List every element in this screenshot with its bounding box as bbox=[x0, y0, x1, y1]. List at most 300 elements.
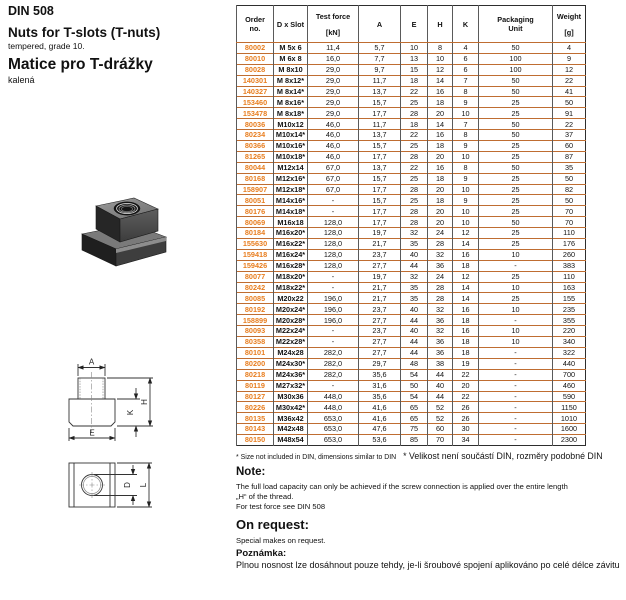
cell-a: 19,7 bbox=[359, 271, 401, 282]
cell-e: 18 bbox=[401, 119, 428, 130]
cell-test-force: 29,0 bbox=[308, 86, 359, 97]
cell-packaging: 25 bbox=[479, 239, 553, 250]
table-row bbox=[237, 97, 586, 108]
cell-packaging: 10 bbox=[479, 326, 553, 337]
cell-order: 80135 bbox=[237, 413, 274, 424]
cell-h: 18 bbox=[428, 97, 453, 108]
cell-a: 23,7 bbox=[359, 304, 401, 315]
col-header-packaging: Packaging Unit bbox=[479, 6, 553, 43]
cell-h: 28 bbox=[428, 282, 453, 293]
cell-a: 21,7 bbox=[359, 282, 401, 293]
cell-e: 65 bbox=[401, 402, 428, 413]
cell-k: 18 bbox=[453, 337, 479, 348]
cell-k: 10 bbox=[453, 217, 479, 228]
cell-size: M24x28 bbox=[274, 347, 308, 358]
t-nut-spec-table bbox=[236, 5, 586, 446]
cell-weight: 70 bbox=[553, 217, 586, 228]
cell-a: 41,6 bbox=[359, 402, 401, 413]
cell-test-force: 196,0 bbox=[308, 304, 359, 315]
cell-packaging: 50 bbox=[479, 119, 553, 130]
cell-packaging: 25 bbox=[479, 206, 553, 217]
cell-a: 13,7 bbox=[359, 86, 401, 97]
col-header-h: H bbox=[428, 6, 453, 43]
cell-k: 9 bbox=[453, 195, 479, 206]
cell-k: 7 bbox=[453, 119, 479, 130]
cell-size: M 8x12* bbox=[274, 75, 308, 86]
cell-e: 22 bbox=[401, 162, 428, 173]
cell-packaging: - bbox=[479, 435, 553, 446]
dim-label-h: H bbox=[140, 399, 149, 405]
table-row bbox=[237, 64, 586, 75]
table-row bbox=[237, 130, 586, 141]
cell-order: 80085 bbox=[237, 293, 274, 304]
cell-weight: 440 bbox=[553, 358, 586, 369]
cell-order: 140327 bbox=[237, 86, 274, 97]
cell-size: M36x42 bbox=[274, 413, 308, 424]
cell-test-force: - bbox=[308, 206, 359, 217]
cell-a: 35,6 bbox=[359, 369, 401, 380]
cell-packaging: - bbox=[479, 424, 553, 435]
table-row bbox=[237, 293, 586, 304]
cell-size: M42x48 bbox=[274, 424, 308, 435]
note-heading: Note: bbox=[236, 466, 266, 478]
table-row bbox=[237, 86, 586, 97]
cell-h: 70 bbox=[428, 435, 453, 446]
cell-order: 140301 bbox=[237, 75, 274, 86]
cell-k: 10 bbox=[453, 151, 479, 162]
cell-a: 21,7 bbox=[359, 239, 401, 250]
cell-h: 38 bbox=[428, 358, 453, 369]
cell-h: 36 bbox=[428, 260, 453, 271]
cell-order: 80176 bbox=[237, 206, 274, 217]
cell-a: 15,7 bbox=[359, 141, 401, 152]
cell-test-force: 46,0 bbox=[308, 141, 359, 152]
cell-test-force: 11,4 bbox=[308, 43, 359, 54]
col-header-order: Order no. bbox=[237, 6, 274, 43]
cell-e: 25 bbox=[401, 173, 428, 184]
cell-test-force: 29,0 bbox=[308, 75, 359, 86]
cell-size: M16x22* bbox=[274, 239, 308, 250]
table-row bbox=[237, 195, 586, 206]
cell-size: M16x28* bbox=[274, 260, 308, 271]
cell-k: 16 bbox=[453, 249, 479, 260]
cell-e: 44 bbox=[401, 337, 428, 348]
cell-packaging: - bbox=[479, 402, 553, 413]
cell-e: 28 bbox=[401, 151, 428, 162]
cell-test-force: 448,0 bbox=[308, 391, 359, 402]
footnote-cs: * Velikost není součástí DIN, rozměry podobné DIN bbox=[403, 451, 603, 461]
technical-drawing bbox=[40, 345, 165, 517]
cell-e: 32 bbox=[401, 228, 428, 239]
cell-size: M22x28* bbox=[274, 337, 308, 348]
cell-k: 14 bbox=[453, 282, 479, 293]
note-line-1: The full load capacity can only be achieved if the screw connection is applied over the entire length bbox=[236, 482, 568, 491]
cell-weight: 155 bbox=[553, 293, 586, 304]
cell-order: 80044 bbox=[237, 162, 274, 173]
cell-weight: 22 bbox=[553, 119, 586, 130]
table-row bbox=[237, 206, 586, 217]
cell-weight: 91 bbox=[553, 108, 586, 119]
cell-h: 32 bbox=[428, 249, 453, 260]
cell-k: 18 bbox=[453, 315, 479, 326]
cell-a: 23,7 bbox=[359, 249, 401, 260]
cell-order: 80119 bbox=[237, 380, 274, 391]
table-row bbox=[237, 119, 586, 130]
note-cs-heading: Poznámka: bbox=[236, 548, 287, 559]
cell-e: 22 bbox=[401, 86, 428, 97]
cell-size: M 8x10 bbox=[274, 64, 308, 75]
cell-h: 28 bbox=[428, 293, 453, 304]
cell-packaging: 50 bbox=[479, 86, 553, 97]
cell-h: 14 bbox=[428, 119, 453, 130]
cell-a: 17,7 bbox=[359, 217, 401, 228]
cell-order: 80077 bbox=[237, 271, 274, 282]
cell-packaging: 25 bbox=[479, 173, 553, 184]
cell-weight: 110 bbox=[553, 228, 586, 239]
cell-order: 80010 bbox=[237, 53, 274, 64]
on-request-heading: On request: bbox=[236, 517, 309, 532]
cell-k: 16 bbox=[453, 304, 479, 315]
cell-packaging: 50 bbox=[479, 43, 553, 54]
dim-label-l: L bbox=[139, 482, 148, 488]
table-row bbox=[237, 380, 586, 391]
cell-weight: 2300 bbox=[553, 435, 586, 446]
cell-weight: 22 bbox=[553, 75, 586, 86]
cell-e: 48 bbox=[401, 358, 428, 369]
cell-a: 5,7 bbox=[359, 43, 401, 54]
cell-h: 36 bbox=[428, 347, 453, 358]
cell-order: 155630 bbox=[237, 239, 274, 250]
cell-h: 24 bbox=[428, 228, 453, 239]
cell-h: 40 bbox=[428, 380, 453, 391]
cell-weight: 220 bbox=[553, 326, 586, 337]
cell-size: M 8x16* bbox=[274, 97, 308, 108]
cell-weight: 322 bbox=[553, 347, 586, 358]
cell-test-force: 128,0 bbox=[308, 239, 359, 250]
cell-size: M20x24* bbox=[274, 304, 308, 315]
table-row bbox=[237, 249, 586, 260]
cell-a: 41,6 bbox=[359, 413, 401, 424]
cell-size: M10x16* bbox=[274, 141, 308, 152]
cell-weight: 590 bbox=[553, 391, 586, 402]
cell-k: 16 bbox=[453, 326, 479, 337]
cell-h: 28 bbox=[428, 239, 453, 250]
cell-weight: 176 bbox=[553, 239, 586, 250]
cell-a: 27,7 bbox=[359, 315, 401, 326]
dim-label-e: E bbox=[89, 428, 95, 438]
cell-size: M 5x 6 bbox=[274, 43, 308, 54]
cell-h: 10 bbox=[428, 53, 453, 64]
cell-test-force: 128,0 bbox=[308, 228, 359, 239]
cell-a: 21,7 bbox=[359, 293, 401, 304]
cell-weight: 1600 bbox=[553, 424, 586, 435]
cell-k: 8 bbox=[453, 162, 479, 173]
cell-size: M18x20* bbox=[274, 271, 308, 282]
cell-e: 44 bbox=[401, 315, 428, 326]
cell-h: 36 bbox=[428, 315, 453, 326]
cell-a: 27,7 bbox=[359, 347, 401, 358]
t-nut-product-photo bbox=[66, 192, 168, 272]
cell-e: 40 bbox=[401, 326, 428, 337]
cell-size: M16x24* bbox=[274, 249, 308, 260]
cell-packaging: 10 bbox=[479, 249, 553, 260]
cell-size: M30x42* bbox=[274, 402, 308, 413]
cell-h: 18 bbox=[428, 195, 453, 206]
cell-weight: 12 bbox=[553, 64, 586, 75]
table-row bbox=[237, 151, 586, 162]
cell-h: 36 bbox=[428, 337, 453, 348]
cell-test-force: 67,0 bbox=[308, 184, 359, 195]
cell-e: 54 bbox=[401, 369, 428, 380]
cell-a: 17,7 bbox=[359, 108, 401, 119]
table-row bbox=[237, 413, 586, 424]
note-cs-body: Plnou nosnost lze dosáhnout pouze tehdy, je-li šroubové spojení aplikováno po celé délce závitu bbox=[236, 560, 620, 570]
cell-order: 80150 bbox=[237, 435, 274, 446]
cell-e: 44 bbox=[401, 347, 428, 358]
cell-order: 153478 bbox=[237, 108, 274, 119]
cell-a: 15,7 bbox=[359, 173, 401, 184]
cell-a: 11,7 bbox=[359, 75, 401, 86]
cell-h: 52 bbox=[428, 402, 453, 413]
cell-e: 13 bbox=[401, 53, 428, 64]
cell-weight: 9 bbox=[553, 53, 586, 64]
cell-test-force: 653,0 bbox=[308, 435, 359, 446]
cell-size: M12x14 bbox=[274, 162, 308, 173]
cell-a: 17,7 bbox=[359, 184, 401, 195]
table-row bbox=[237, 337, 586, 348]
cell-size: M48x54 bbox=[274, 435, 308, 446]
table-row bbox=[237, 424, 586, 435]
table-row bbox=[237, 391, 586, 402]
cell-h: 44 bbox=[428, 369, 453, 380]
cell-e: 65 bbox=[401, 413, 428, 424]
table-row bbox=[237, 435, 586, 446]
cell-size: M20x28* bbox=[274, 315, 308, 326]
table-row bbox=[237, 184, 586, 195]
cell-a: 15,7 bbox=[359, 195, 401, 206]
cell-packaging: 25 bbox=[479, 108, 553, 119]
cell-h: 52 bbox=[428, 413, 453, 424]
cell-weight: 700 bbox=[553, 369, 586, 380]
table-row bbox=[237, 53, 586, 64]
cell-test-force: 29,0 bbox=[308, 108, 359, 119]
cell-k: 6 bbox=[453, 53, 479, 64]
cell-test-force: 29,0 bbox=[308, 97, 359, 108]
table-row bbox=[237, 369, 586, 380]
cell-k: 30 bbox=[453, 424, 479, 435]
cell-test-force: - bbox=[308, 195, 359, 206]
cell-k: 19 bbox=[453, 358, 479, 369]
cell-order: 80226 bbox=[237, 402, 274, 413]
table-row bbox=[237, 326, 586, 337]
cell-weight: 1010 bbox=[553, 413, 586, 424]
cell-h: 20 bbox=[428, 184, 453, 195]
cell-packaging: - bbox=[479, 369, 553, 380]
table-row bbox=[237, 304, 586, 315]
cell-weight: 60 bbox=[553, 141, 586, 152]
cell-e: 28 bbox=[401, 184, 428, 195]
cell-order: 81265 bbox=[237, 151, 274, 162]
cell-a: 13,7 bbox=[359, 130, 401, 141]
cell-packaging: 50 bbox=[479, 217, 553, 228]
table-row bbox=[237, 108, 586, 119]
cell-test-force: 128,0 bbox=[308, 249, 359, 260]
cell-order: 80093 bbox=[237, 326, 274, 337]
cell-e: 32 bbox=[401, 271, 428, 282]
cell-weight: 235 bbox=[553, 304, 586, 315]
cell-weight: 383 bbox=[553, 260, 586, 271]
cell-k: 26 bbox=[453, 402, 479, 413]
cell-a: 29,7 bbox=[359, 358, 401, 369]
cell-h: 14 bbox=[428, 75, 453, 86]
cell-weight: 1150 bbox=[553, 402, 586, 413]
col-header-a: A bbox=[359, 6, 401, 43]
cell-weight: 50 bbox=[553, 195, 586, 206]
cell-test-force: - bbox=[308, 282, 359, 293]
table-footnotes bbox=[236, 451, 603, 461]
cell-a: 53,6 bbox=[359, 435, 401, 446]
cell-test-force: 196,0 bbox=[308, 293, 359, 304]
cell-k: 22 bbox=[453, 391, 479, 402]
cell-a: 15,7 bbox=[359, 97, 401, 108]
cell-size: M20x22 bbox=[274, 293, 308, 304]
cell-packaging: 25 bbox=[479, 97, 553, 108]
threaded-hole bbox=[114, 202, 140, 215]
cell-order: 80002 bbox=[237, 43, 274, 54]
col-header-e: E bbox=[401, 6, 428, 43]
cell-size: M16x20* bbox=[274, 228, 308, 239]
cell-packaging: 25 bbox=[479, 293, 553, 304]
cell-k: 10 bbox=[453, 184, 479, 195]
cell-h: 16 bbox=[428, 86, 453, 97]
cell-order: 153460 bbox=[237, 97, 274, 108]
cell-test-force: 67,0 bbox=[308, 173, 359, 184]
table-row bbox=[237, 315, 586, 326]
cell-order: 80101 bbox=[237, 347, 274, 358]
cell-order: 80184 bbox=[237, 228, 274, 239]
cell-weight: 82 bbox=[553, 184, 586, 195]
table-header-row bbox=[237, 6, 586, 43]
cell-e: 10 bbox=[401, 43, 428, 54]
cell-order: 158907 bbox=[237, 184, 274, 195]
cell-packaging: - bbox=[479, 347, 553, 358]
cell-packaging: 10 bbox=[479, 337, 553, 348]
cell-size: M10x12 bbox=[274, 119, 308, 130]
cell-packaging: 100 bbox=[479, 64, 553, 75]
cell-weight: 110 bbox=[553, 271, 586, 282]
cell-h: 20 bbox=[428, 151, 453, 162]
cell-k: 26 bbox=[453, 413, 479, 424]
cell-e: 28 bbox=[401, 206, 428, 217]
cell-weight: 35 bbox=[553, 162, 586, 173]
cell-packaging: 25 bbox=[479, 151, 553, 162]
cell-test-force: - bbox=[308, 326, 359, 337]
cell-a: 19,7 bbox=[359, 228, 401, 239]
cell-order: 80242 bbox=[237, 282, 274, 293]
cell-h: 16 bbox=[428, 162, 453, 173]
cell-size: M24x36* bbox=[274, 369, 308, 380]
table-row bbox=[237, 75, 586, 86]
cell-weight: 50 bbox=[553, 173, 586, 184]
cell-e: 50 bbox=[401, 380, 428, 391]
cell-order: 80366 bbox=[237, 141, 274, 152]
cell-order: 158899 bbox=[237, 315, 274, 326]
cell-order: 159418 bbox=[237, 249, 274, 260]
cell-weight: 4 bbox=[553, 43, 586, 54]
cell-test-force: 67,0 bbox=[308, 162, 359, 173]
cell-packaging: - bbox=[479, 380, 553, 391]
cell-size: M12x16* bbox=[274, 173, 308, 184]
cell-packaging: 50 bbox=[479, 162, 553, 173]
cell-test-force: 282,0 bbox=[308, 369, 359, 380]
cell-e: 40 bbox=[401, 304, 428, 315]
cell-order: 80036 bbox=[237, 119, 274, 130]
cell-a: 27,7 bbox=[359, 260, 401, 271]
table-row bbox=[237, 271, 586, 282]
page-title-cs: Matice pro T-drážky bbox=[8, 56, 153, 73]
cell-e: 28 bbox=[401, 108, 428, 119]
cell-a: 27,7 bbox=[359, 337, 401, 348]
cell-k: 18 bbox=[453, 260, 479, 271]
cell-test-force: 448,0 bbox=[308, 402, 359, 413]
cell-packaging: 25 bbox=[479, 141, 553, 152]
cell-k: 6 bbox=[453, 64, 479, 75]
note-body bbox=[236, 482, 620, 512]
cell-test-force: - bbox=[308, 271, 359, 282]
table-row bbox=[237, 347, 586, 358]
cell-test-force: 653,0 bbox=[308, 424, 359, 435]
cell-packaging: 10 bbox=[479, 304, 553, 315]
cell-test-force: 16,0 bbox=[308, 53, 359, 64]
cell-packaging: 25 bbox=[479, 271, 553, 282]
col-header-size: D x Slot bbox=[274, 6, 308, 43]
cell-test-force: 282,0 bbox=[308, 358, 359, 369]
cell-packaging: 25 bbox=[479, 195, 553, 206]
cell-e: 35 bbox=[401, 293, 428, 304]
cell-h: 18 bbox=[428, 141, 453, 152]
footnote-en: * Size not included in DIN, dimensions similar to DIN bbox=[236, 454, 397, 461]
cell-weight: 50 bbox=[553, 97, 586, 108]
cell-k: 9 bbox=[453, 141, 479, 152]
cell-h: 60 bbox=[428, 424, 453, 435]
page-subtitle-cs: kalená bbox=[8, 75, 35, 85]
cell-h: 32 bbox=[428, 326, 453, 337]
cell-e: 44 bbox=[401, 260, 428, 271]
cell-size: M24x30* bbox=[274, 358, 308, 369]
table-row bbox=[237, 228, 586, 239]
table-row bbox=[237, 402, 586, 413]
cell-size: M30x36 bbox=[274, 391, 308, 402]
cell-size: M27x32* bbox=[274, 380, 308, 391]
cell-size: M12x18* bbox=[274, 184, 308, 195]
table-row bbox=[237, 239, 586, 250]
cell-k: 34 bbox=[453, 435, 479, 446]
table-row bbox=[237, 162, 586, 173]
cell-weight: 355 bbox=[553, 315, 586, 326]
cell-k: 7 bbox=[453, 75, 479, 86]
table-row bbox=[237, 173, 586, 184]
cell-test-force: 196,0 bbox=[308, 315, 359, 326]
cell-k: 14 bbox=[453, 293, 479, 304]
cell-size: M16x18 bbox=[274, 217, 308, 228]
cell-order: 80218 bbox=[237, 369, 274, 380]
cell-packaging: 50 bbox=[479, 130, 553, 141]
cell-packaging: 100 bbox=[479, 53, 553, 64]
table-row bbox=[237, 141, 586, 152]
cell-h: 18 bbox=[428, 173, 453, 184]
cell-order: 80051 bbox=[237, 195, 274, 206]
cell-e: 35 bbox=[401, 239, 428, 250]
